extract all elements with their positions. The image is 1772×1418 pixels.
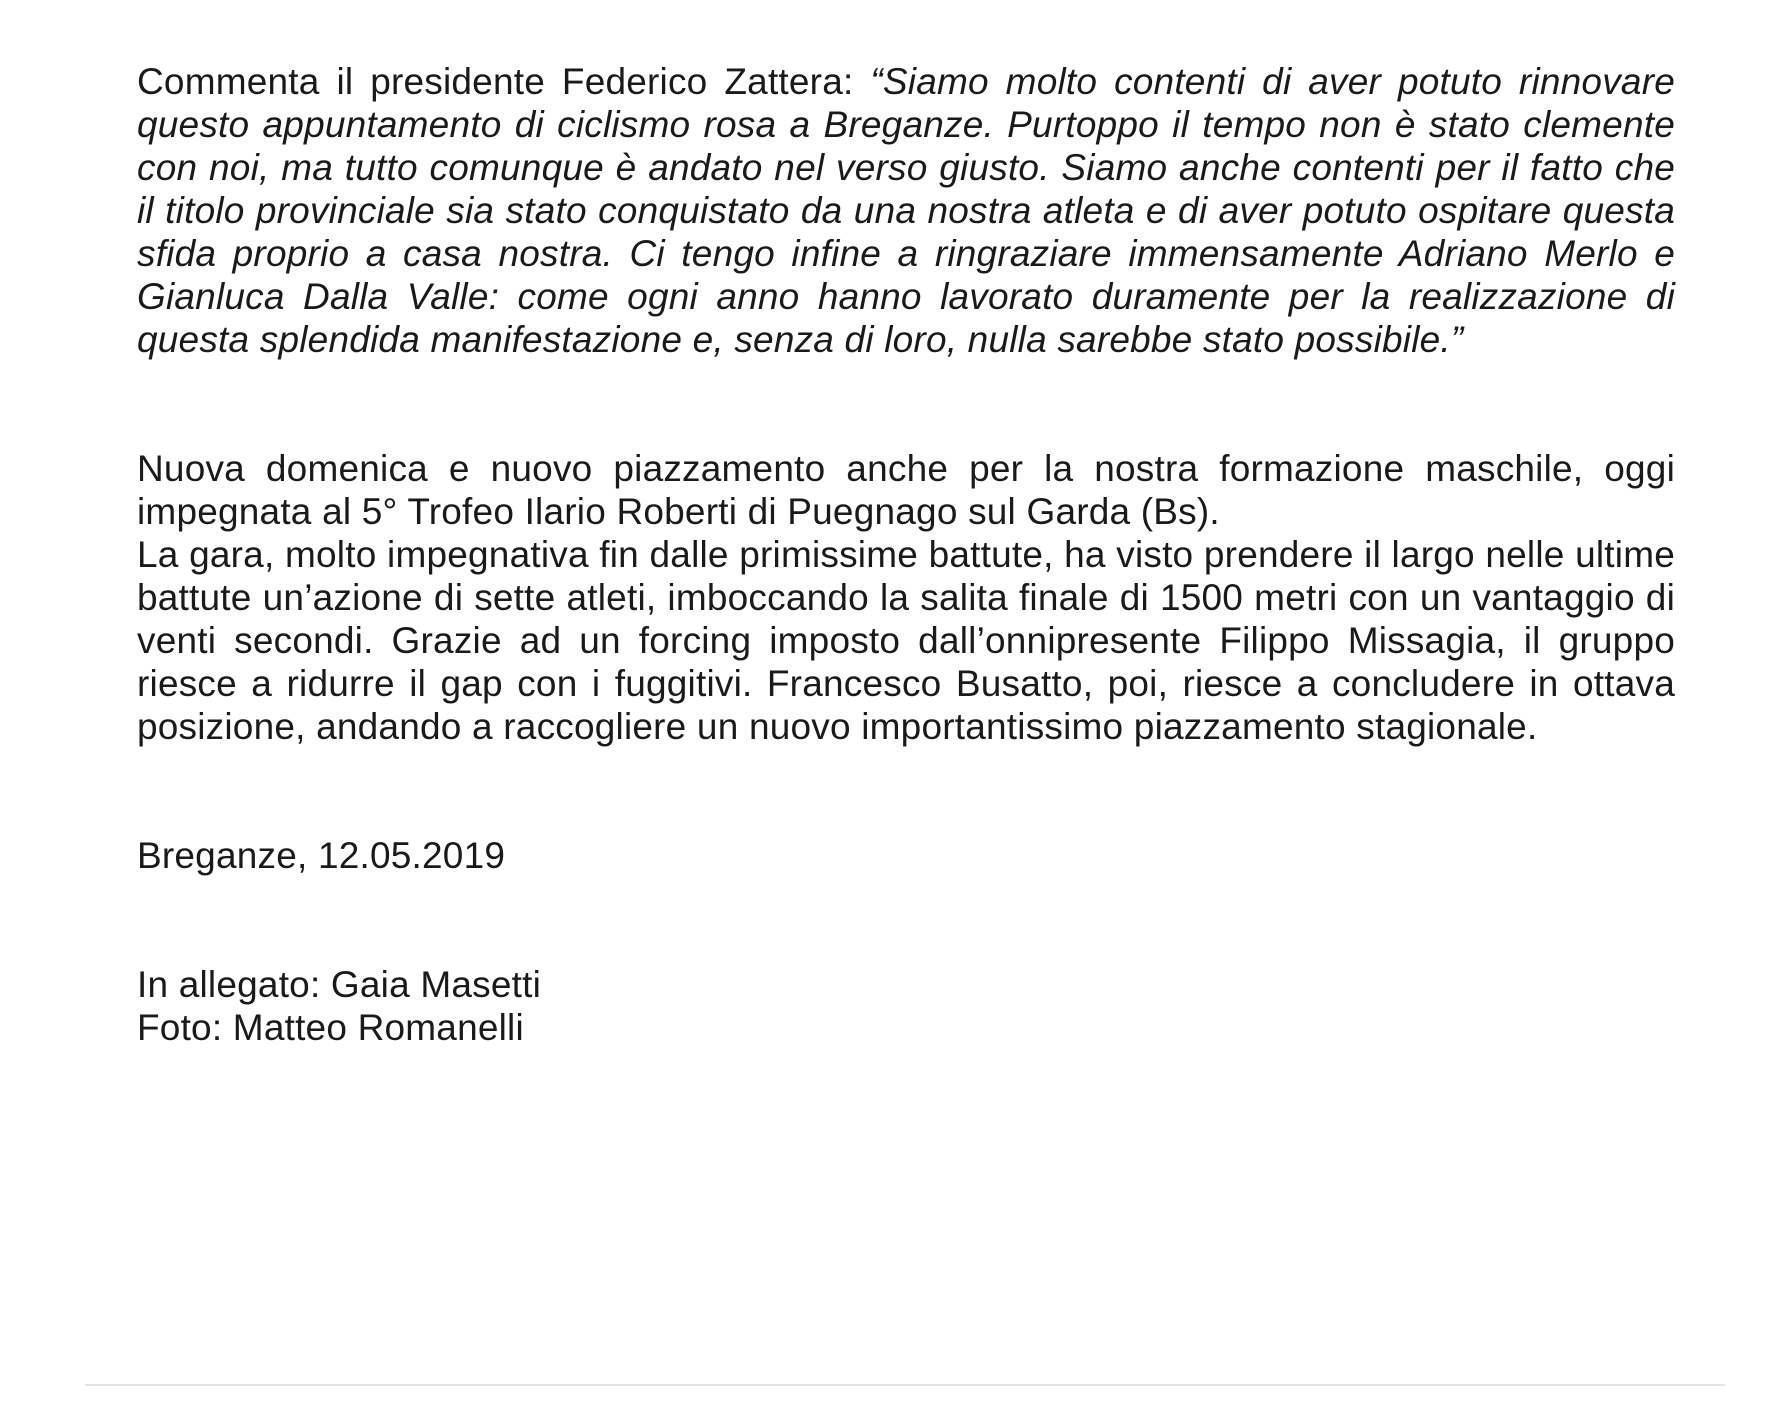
president-quote-paragraph [137, 60, 1675, 361]
dateline: Breganze, 12.05.2019 [137, 835, 506, 876]
attachments-block [137, 963, 1675, 1049]
quote-lead: Commenta il presidente Federico Zattera: [137, 61, 871, 102]
president-quote: “Siamo molto contenti di aver potuto rinnovare questo appuntamento di ciclismo rosa a Breganze. Purtoppo il tempo non è stato clemente con noi, ma tutto comunque è andato nel verso giusto. Siamo anche contenti per il fatto che il titolo provinciale sia stato conquistato da una nostra atleta e di aver potuto ospitare questa sfida proprio a casa nostra. Ci tengo infine a ringraziare immensamente Adriano Merlo e Gianluca Dalla Valle: come ogni anno hanno lavorato duramente per la realizzazione di questa splendida manifestazione e, senza di loro, nulla sarebbe stato possibile.” [137, 61, 1675, 360]
document-page [137, 60, 1675, 1049]
men-team-paragraph: Nuova domenica e nuovo piazzamento anche per la nostra formazione maschile, oggi impegnata al 5° Trofeo Ilario Roberti di Puegnago sul Garda (Bs). [137, 448, 1675, 532]
race-report-paragraph: La gara, molto impegnativa fin dalle primissime battute, ha visto prendere il largo nelle ultime battute un’azione di sette atleti, imboccando la salita finale di 1500 metri con un vantaggio di venti secondi. Grazie ad un forcing imposto dall’onnipresente Filippo Missagia, il gruppo riesce a ridurre il gap con i fuggitivi. Francesco Busatto, poi, riesce a concludere in ottava posizione, andando a raccogliere un nuovo importantissimo piazzamento stagionale. [137, 534, 1675, 747]
photo-credit: Foto: Matteo Romanelli [137, 1007, 524, 1048]
page-divider [85, 1384, 1725, 1386]
attachment-note: In allegato: Gaia Masetti [137, 964, 541, 1005]
